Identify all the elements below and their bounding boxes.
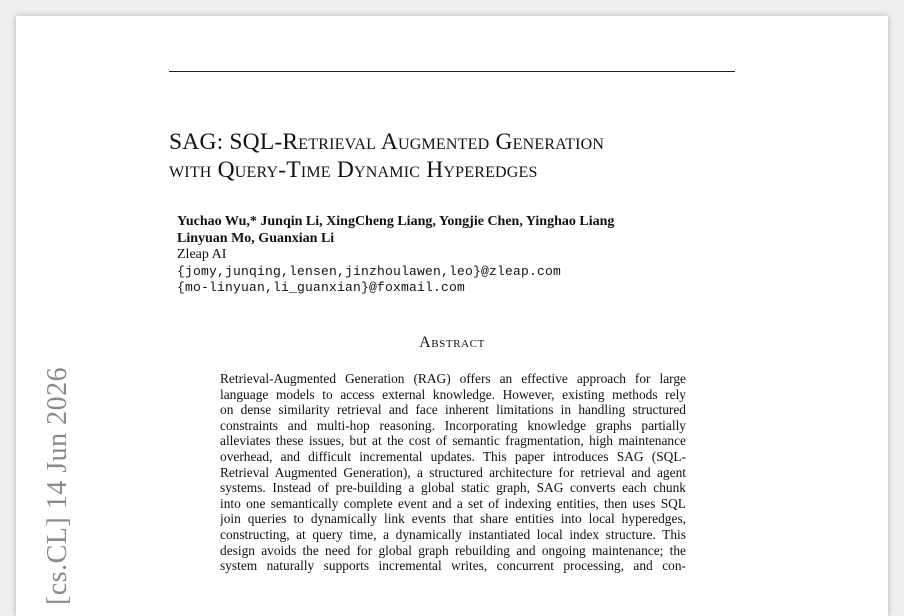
abstract-line: systems. Instead of pre-building a global static graph, SAG converts each chunk xyxy=(220,480,686,496)
abstract-heading: Abstract xyxy=(419,334,485,351)
abstract-line: overhead, and difficult incremental updates. This paper introduces SAG (SQL- xyxy=(220,448,686,464)
abstract-body xyxy=(220,371,686,574)
abstract-line: into one semantically complete event and a set of indexing entities, then uses SQL xyxy=(220,495,686,511)
title-top-rule xyxy=(169,71,735,72)
abstract-line: system naturally supports incremental writes, concurrent processing, and con- xyxy=(220,558,686,574)
paper-page xyxy=(16,16,888,616)
paper-title xyxy=(169,128,739,184)
arxiv-stamp: [cs.CL] 14 Jun 2026 xyxy=(42,366,73,605)
email-line-2: {mo-linyuan,li_guanxian}@foxmail.com xyxy=(177,280,466,295)
title-line-1: SAG: SQL-Retrieval Augmented Generation xyxy=(169,129,605,155)
abstract-line: design avoids the need for global graph rebuilding and ongoing maintenance; the xyxy=(220,542,686,558)
author-block xyxy=(177,214,777,297)
author-names-line-1: Yuchao Wu,* Junqin Li, XingCheng Liang, Yongjie Chen, Yinghao Liang xyxy=(177,214,615,229)
title-line-2: with Query-Time Dynamic Hyperedges xyxy=(169,157,538,183)
abstract-line: constraints and multi-hop reasoning. Incorporating knowledge graphs partially xyxy=(220,417,686,433)
abstract-line: constructing, at query time, a dynamically instantiated local index structure. This xyxy=(220,526,686,542)
abstract-line: join queries to dynamically link events that share entities into local hyperedges, xyxy=(220,511,686,527)
author-names-line-2: Linyuan Mo, Guanxian Li xyxy=(177,230,335,246)
abstract-line: Retrieval Augmented Generation), a structured architecture for retrieval and agent xyxy=(220,464,686,480)
abstract-line: language models to access external knowledge. However, existing methods rely xyxy=(220,386,686,402)
affiliation: Zleap AI xyxy=(177,247,227,262)
abstract-line: Retrieval-Augmented Generation (RAG) offers an effective approach for large xyxy=(220,371,686,386)
email-line-1: {jomy,junqing,lensen,jinzhoulawen,leo}@zleap.com xyxy=(177,263,562,279)
abstract-line: alleviates these issues, but at the cost of semantic fragmentation, high maintenance xyxy=(220,433,686,449)
abstract-line: on dense similarity retrieval and face inherent limitations in handling structured xyxy=(220,402,686,418)
